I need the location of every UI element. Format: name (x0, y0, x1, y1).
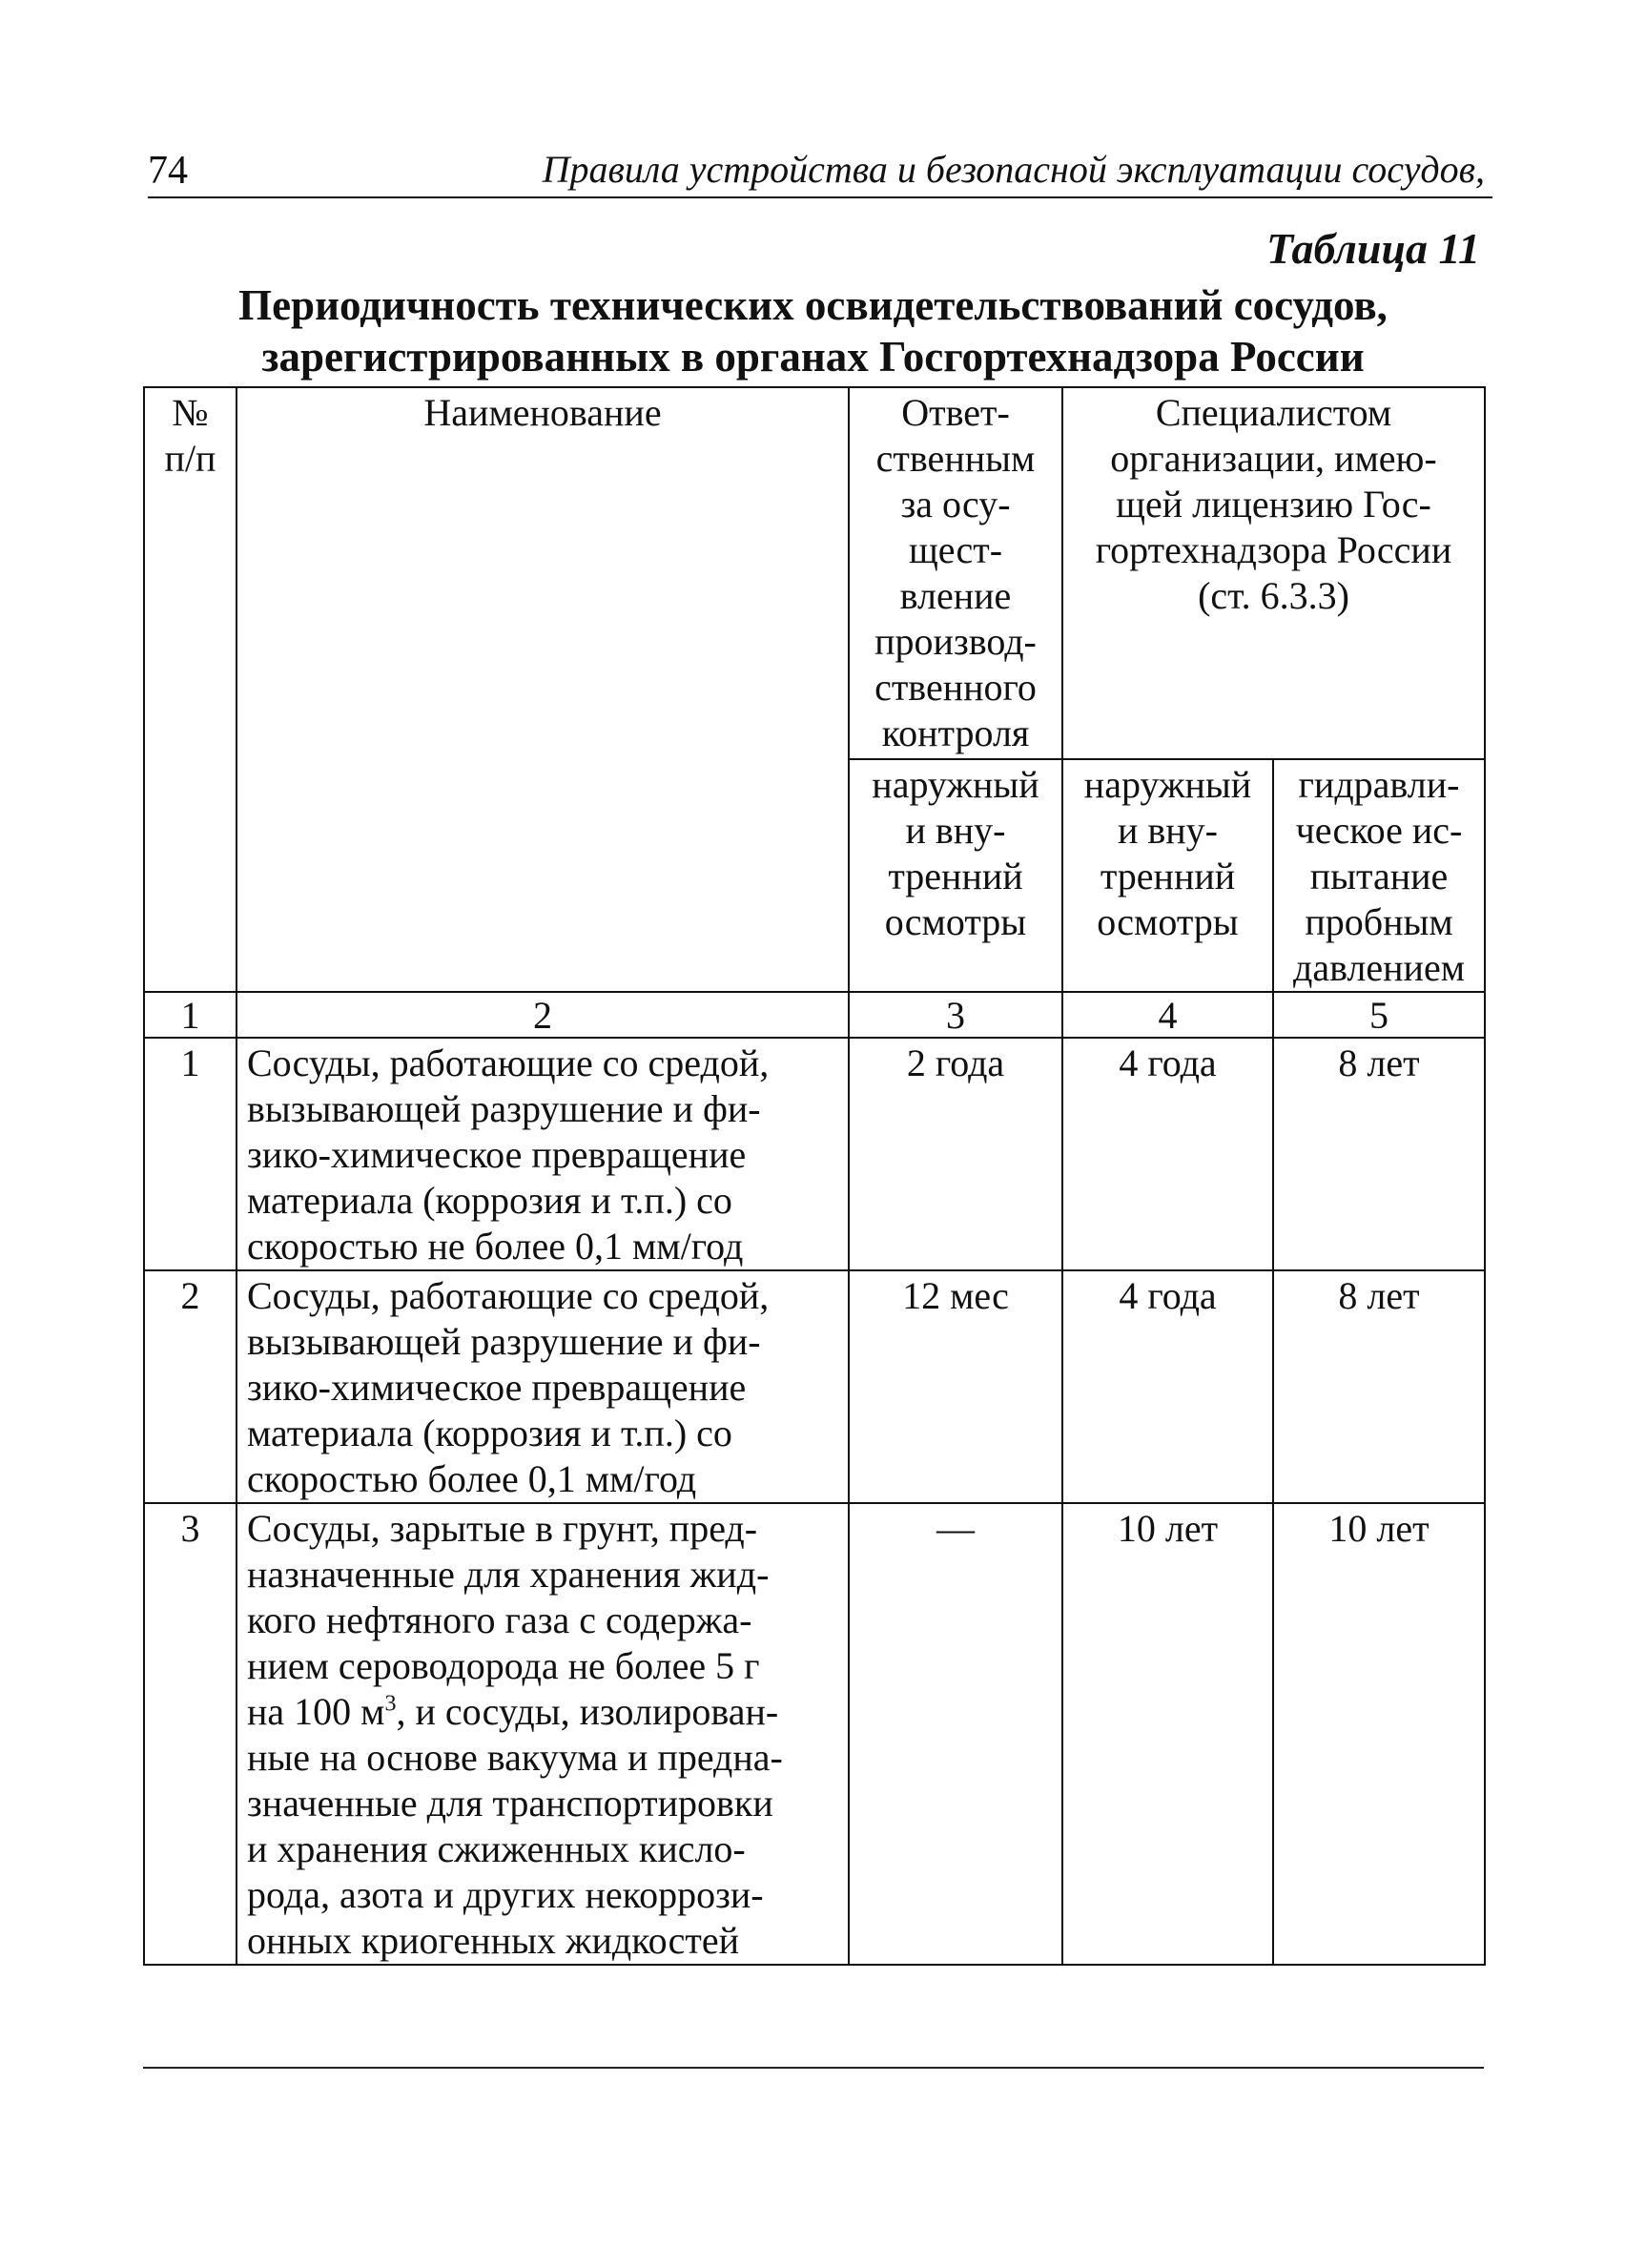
row-specialist-inspection-period: 4 года (1062, 1038, 1273, 1270)
column-number: 1 (144, 992, 237, 1038)
table-row (144, 1038, 1485, 1270)
name-line: значенные для транспортировки (247, 1782, 773, 1825)
col-header-num (144, 387, 237, 992)
header-line: организации, имею- (1110, 437, 1437, 480)
name-line: кого нефтяного газа с содержа- (247, 1598, 752, 1641)
subheader-specialist-inspection (1062, 759, 1273, 992)
row-name (237, 1503, 849, 1965)
header-line: (ст. 6.3.3) (1198, 574, 1349, 617)
name-line: нием сероводорода не более 5 г (247, 1644, 760, 1687)
name-line: Сосуды, зарытые в грунт, пред- (247, 1507, 758, 1550)
row-hydraulic-test-period: 8 лет (1273, 1270, 1485, 1503)
header-line: и вну- (905, 809, 1006, 852)
row-num: 2 (144, 1270, 237, 1503)
header-line: контроля (881, 711, 1030, 754)
header-line: давлением (1292, 946, 1466, 989)
superscript: 3 (384, 1691, 397, 1717)
header-line: осмотры (1097, 900, 1239, 943)
header-line: щест- (908, 528, 1003, 571)
name-line: зико-химическое превращение (247, 1366, 747, 1409)
header-line: № (172, 391, 209, 434)
running-header (148, 143, 1492, 198)
header-line: ственным (875, 437, 1036, 480)
name-line: и хранения сжиженных кисло- (247, 1827, 746, 1870)
row-responsible-period: 12 мес (849, 1270, 1062, 1503)
name-fragment: на 100 м (247, 1690, 385, 1733)
name-line: скоростью более 0,1 мм/год (247, 1457, 697, 1500)
running-title: Правила устройства и безопасной эксплуатации сосудов, (542, 148, 1485, 191)
column-number: 2 (237, 992, 849, 1038)
header-line: гидравли- (1298, 763, 1460, 806)
header-line: наружный (1083, 763, 1252, 806)
name-line: вызывающей разрушение и фи- (247, 1320, 761, 1363)
header-line: производ- (874, 620, 1037, 663)
row-num: 1 (144, 1038, 237, 1270)
bottom-rule (143, 2067, 1484, 2069)
header-line: пытание (1309, 855, 1449, 897)
page-number: 74 (148, 149, 188, 193)
col-header-responsible (849, 387, 1062, 759)
header-line: щей лицензию Гос- (1116, 483, 1431, 526)
name-line: назначенные для хранения жид- (247, 1553, 770, 1596)
row-specialist-inspection-period: 4 года (1062, 1270, 1273, 1503)
name-fragment: , и сосуды, изолирован- (396, 1690, 779, 1733)
caption-line: Периодичность технических освидетельствований сосудов, (238, 281, 1388, 329)
column-number: 4 (1062, 992, 1273, 1038)
header-line: и вну- (1117, 809, 1219, 852)
row-specialist-inspection-period: 10 лет (1062, 1503, 1273, 1965)
caption-line: зарегистрированных в органах Госгортехнадзора России (261, 333, 1365, 381)
column-number-row (144, 992, 1485, 1038)
name-line: материала (коррозия и т.п.) со (247, 1412, 732, 1454)
header-line: Ответ- (901, 391, 1010, 434)
header-row (144, 387, 1485, 759)
header-line: пробным (1305, 900, 1453, 943)
header-line: п/п (164, 437, 216, 480)
subheader-hydraulic-test (1273, 759, 1485, 992)
name-line: материала (коррозия и т.п.) со (247, 1179, 732, 1222)
subheader-responsible-inspection (849, 759, 1062, 992)
col-header-name: Наименование (237, 387, 849, 992)
header-line: тренний (1100, 855, 1236, 897)
row-responsible-period: — (849, 1503, 1062, 1965)
name-line: Сосуды, работающие со средой, (247, 1274, 770, 1317)
name-line: Сосуды, работающие со средой, (247, 1041, 770, 1084)
row-name (237, 1270, 849, 1503)
inspection-periodicity-table (143, 386, 1486, 1966)
name-line: онных криогенных жидкостей (247, 1919, 740, 1962)
header-line: вление (899, 574, 1012, 617)
name-line: рода, азота и других некоррози- (247, 1873, 764, 1916)
name-line: скоростью не более 0,1 мм/год (247, 1225, 744, 1268)
table-row (144, 1270, 1485, 1503)
header-line: гортехнадзора России (1095, 528, 1452, 571)
header-line: ческое ис- (1295, 809, 1463, 852)
row-name (237, 1038, 849, 1270)
table-label: Таблица 11 (1266, 224, 1480, 273)
header-line: ственного (874, 666, 1037, 709)
header-line: наружный (872, 763, 1039, 806)
name-line: зико-химическое превращение (247, 1133, 747, 1176)
header-line: осмотры (884, 900, 1027, 943)
column-number: 5 (1273, 992, 1485, 1038)
row-hydraulic-test-period: 8 лет (1273, 1038, 1485, 1270)
name-line (247, 1689, 838, 1735)
column-number: 3 (849, 992, 1062, 1038)
row-num: 3 (144, 1503, 237, 1965)
header-line: Специалистом (1155, 391, 1392, 434)
row-hydraulic-test-period: 10 лет (1273, 1503, 1485, 1965)
header-line: тренний (888, 855, 1023, 897)
name-line: вызывающей разрушение и фи- (247, 1087, 761, 1130)
col-header-specialist (1062, 387, 1485, 759)
header-line: за осу- (900, 483, 1011, 526)
name-line: ные на основе вакуума и предна- (247, 1736, 783, 1779)
row-responsible-period: 2 года (849, 1038, 1062, 1270)
table-caption (148, 279, 1478, 382)
table-row (144, 1503, 1485, 1965)
